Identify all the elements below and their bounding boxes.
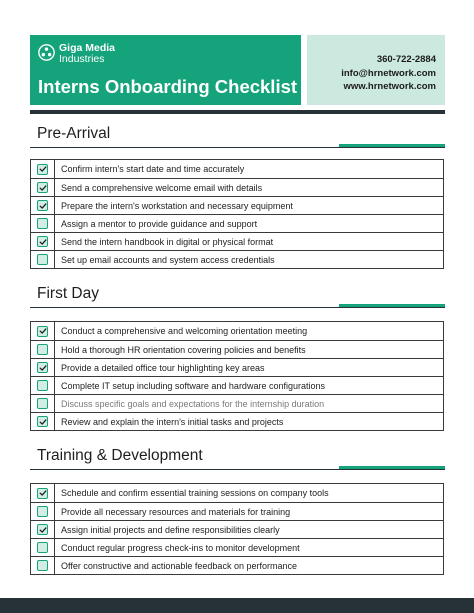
checkbox-cell xyxy=(31,359,55,376)
checkbox-cell xyxy=(31,160,55,178)
checklist-first-day xyxy=(30,321,444,431)
checkmark-icon xyxy=(39,184,47,192)
checklist-training xyxy=(30,483,444,575)
contact-email[interactable]: info@hrnetwork.com xyxy=(341,68,436,79)
checklist-row xyxy=(31,322,443,340)
contact-panel xyxy=(307,35,445,105)
checkmark-icon xyxy=(39,418,47,426)
section-rule xyxy=(30,147,445,148)
checkmark-icon xyxy=(39,165,47,173)
section-title-first-day: First Day xyxy=(37,285,99,302)
section-title-pre-arrival: Pre-Arrival xyxy=(37,125,111,142)
checkbox[interactable] xyxy=(37,218,48,229)
checklist-item-text: Prepare the intern's workstation and necessary equipment xyxy=(61,200,293,211)
checkbox[interactable] xyxy=(37,236,48,247)
checkbox-cell xyxy=(31,179,55,196)
checklist-row xyxy=(31,214,443,232)
checkbox[interactable] xyxy=(37,362,48,373)
section-rule xyxy=(30,307,445,308)
checklist-item-text: Assign initial projects and define responsibilities clearly xyxy=(61,524,280,535)
checkmark-icon xyxy=(39,238,47,246)
checklist-item-text: Confirm intern's start date and time accurately xyxy=(61,164,245,174)
checkbox-cell xyxy=(31,503,55,520)
checkbox-cell xyxy=(31,322,55,340)
checkbox[interactable] xyxy=(37,398,48,409)
header-banner xyxy=(30,35,301,105)
brand-name: Giga Media xyxy=(59,42,116,54)
checklist-item-text: Provide all necessary resources and materials for training xyxy=(61,506,291,517)
checklist-item-text: Conduct a comprehensive and welcoming orientation meeting xyxy=(61,326,308,336)
checklist-row xyxy=(31,358,443,376)
checkbox[interactable] xyxy=(37,416,48,427)
checklist-row xyxy=(31,556,443,574)
checklist-row xyxy=(31,394,443,412)
checkbox[interactable] xyxy=(37,344,48,355)
checkbox[interactable] xyxy=(37,182,48,193)
checklist-row xyxy=(31,376,443,394)
checklist-item-text: Offer constructive and actionable feedback on performance xyxy=(61,560,297,571)
checklist-item-text: Send a comprehensive welcome email with details xyxy=(61,182,263,193)
checkbox-cell xyxy=(31,233,55,250)
checklist-item-text: Send the intern handbook in digital or physical format xyxy=(61,236,274,247)
checkbox[interactable] xyxy=(37,326,48,337)
checklist-item-text: Schedule and confirm essential training sessions on company tools xyxy=(61,488,329,498)
checkbox-cell xyxy=(31,395,55,412)
checkmark-icon xyxy=(39,489,47,497)
checklist-item-text: Discuss specific goals and expectations for the internship duration xyxy=(61,398,325,409)
checklist-row xyxy=(31,250,443,268)
brand-subtitle: Industries xyxy=(59,53,105,65)
checklist-row xyxy=(31,520,443,538)
checklist-row xyxy=(31,340,443,358)
checkbox-cell xyxy=(31,197,55,214)
checkbox[interactable] xyxy=(37,254,48,265)
checklist-item-text: Provide a detailed office tour highlighting key areas xyxy=(61,362,265,373)
checkbox-cell xyxy=(31,341,55,358)
footer-bar xyxy=(0,598,474,613)
section-accent-bar xyxy=(339,304,445,307)
checklist-row xyxy=(31,412,443,430)
checklist-item-text: Set up email accounts and system access credentials xyxy=(61,254,275,265)
checkmark-icon xyxy=(39,364,47,372)
checkmark-icon xyxy=(39,526,47,534)
page-title: Interns Onboarding Checklist xyxy=(38,76,298,97)
section-title-training: Training & Development xyxy=(37,447,203,464)
checklist-item-text: Hold a thorough HR orientation covering policies and benefits xyxy=(61,344,306,355)
checkbox[interactable] xyxy=(37,542,48,553)
checkbox-cell xyxy=(31,215,55,232)
checkbox[interactable] xyxy=(37,560,48,571)
checklist-row xyxy=(31,484,443,502)
checkbox-cell xyxy=(31,413,55,430)
header-divider xyxy=(30,110,445,114)
checklist-item-text: Complete IT setup including software and hardware configurations xyxy=(61,380,325,391)
checkbox-cell xyxy=(31,377,55,394)
checklist-row xyxy=(31,178,443,196)
contact-phone: 360-722-2884 xyxy=(376,54,436,65)
checkbox[interactable] xyxy=(37,200,48,211)
checkmark-icon xyxy=(39,327,47,335)
checklist-item-text: Assign a mentor to provide guidance and support xyxy=(61,218,258,229)
checkmark-icon xyxy=(39,202,47,210)
logo-icon xyxy=(38,44,55,61)
checkbox-cell xyxy=(31,557,55,574)
section-accent-bar xyxy=(339,144,445,147)
checklist-item-text: Review and explain the intern's initial tasks and projects xyxy=(61,416,284,427)
section-accent-bar xyxy=(339,466,445,469)
checklist-item-text: Conduct regular progress check-ins to monitor development xyxy=(61,542,300,553)
checkbox-cell xyxy=(31,251,55,268)
checklist-row xyxy=(31,502,443,520)
contact-website[interactable]: www.hrnetwork.com xyxy=(343,81,436,92)
checkbox[interactable] xyxy=(37,380,48,391)
checkbox-cell xyxy=(31,484,55,502)
checklist-row xyxy=(31,160,443,178)
section-rule xyxy=(30,469,445,470)
checkbox[interactable] xyxy=(37,524,48,535)
checklist-row xyxy=(31,232,443,250)
checklist-row xyxy=(31,196,443,214)
checkbox[interactable] xyxy=(37,506,48,517)
checklist-pre-arrival xyxy=(30,159,444,269)
checkbox[interactable] xyxy=(37,488,48,499)
checkbox-cell xyxy=(31,539,55,556)
checkbox[interactable] xyxy=(37,164,48,175)
checkbox-cell xyxy=(31,521,55,538)
checklist-row xyxy=(31,538,443,556)
